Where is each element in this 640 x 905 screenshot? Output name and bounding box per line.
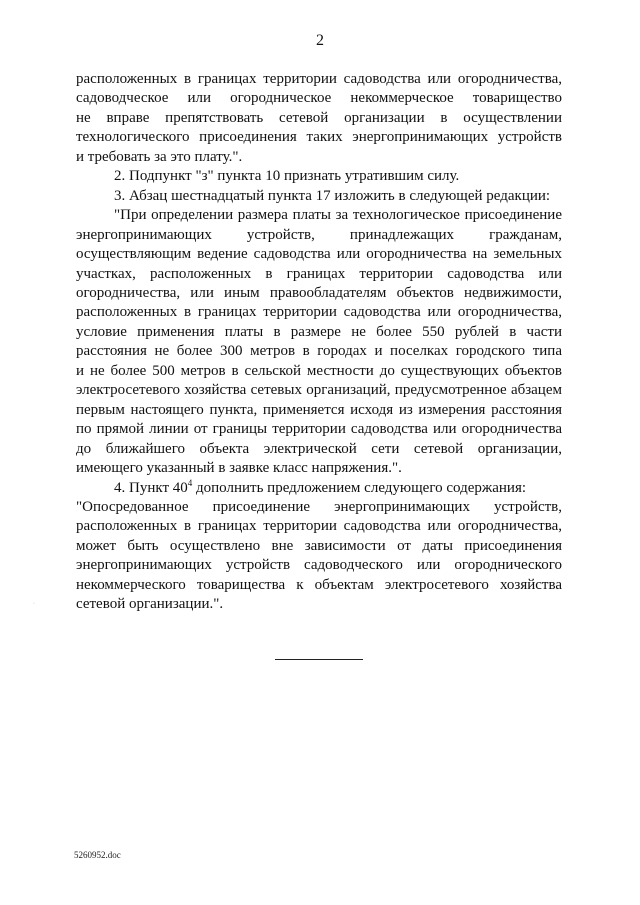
text-line: электросетевого хозяйства сетевых организаций, предусмотренное абзацем bbox=[76, 382, 562, 399]
text-line: сетевой организации.". bbox=[76, 596, 224, 613]
paragraph-continuation bbox=[76, 70, 562, 167]
paragraph-item-4 bbox=[76, 479, 562, 498]
item-4-superscript: 4 bbox=[187, 477, 193, 488]
text-line: энергопринимающих устройств садоводческого или огороднического bbox=[76, 557, 562, 574]
text-line: расположенных в границах территории садоводства или огородничества, bbox=[76, 304, 562, 321]
paragraph-item-3: 3. Абзац шестнадцатый пункта 17 изложить в следующей редакции: bbox=[114, 187, 551, 204]
text-line: до ближайшего объекта электрической сети сетевой организации, bbox=[76, 440, 562, 457]
text-line: и не более 500 метров в сельской местности до существующих объектов bbox=[76, 362, 562, 379]
text-line: технологического присоединения таких энергопринимающих устройств bbox=[76, 129, 562, 146]
text-line: осуществляющим ведение садоводства или огородничества на земельных bbox=[76, 246, 562, 263]
text-line: "Опосредованное присоединение энергопринимающих устройств, bbox=[76, 498, 562, 515]
paragraph-item-2: 2. Подпункт "з" пункта 10 признать утратившим силу. bbox=[114, 168, 460, 185]
text-line: имеющего указанный в заявке класс напряжения.". bbox=[76, 460, 402, 477]
text-line: садоводческое или огородническое некоммерческое товарищество bbox=[76, 90, 562, 107]
end-separator-line bbox=[275, 659, 363, 660]
text-line: расположенных в границах территории садоводства или огородничества, bbox=[76, 518, 562, 535]
text-line: и требовать за это плату.". bbox=[76, 148, 243, 165]
text-line: "При определении размера платы за технологическое присоединение bbox=[114, 207, 562, 224]
paragraph-quote-4 bbox=[76, 498, 562, 615]
margin-mark: · bbox=[33, 601, 35, 607]
page-number: 2 bbox=[316, 32, 324, 49]
item-4-suffix: дополнить предложением следующего содержания: bbox=[192, 479, 527, 496]
text-line: участках, расположенных в границах территории садоводства или bbox=[76, 265, 562, 282]
text-line: огородничества, или иным правообладателям объектов недвижимости, bbox=[76, 284, 562, 301]
item-4-prefix: 4. Пункт 40 bbox=[114, 479, 188, 496]
text-line: некоммерческого товарищества к объектам электросетевого хозяйства bbox=[76, 576, 562, 593]
document-code: 5260952.doc bbox=[74, 850, 121, 860]
text-line: энергопринимающих устройств, принадлежащих гражданам, bbox=[76, 226, 562, 243]
text-line: расположенных в границах территории садоводства или огородничества, bbox=[76, 71, 562, 87]
paragraph-quote-3 bbox=[76, 206, 562, 478]
text-line: по прямой линии от границы территории садоводства или огородничества bbox=[76, 421, 562, 438]
text-line: расстояния не более 300 метров в городах и поселках городского типа bbox=[76, 343, 562, 360]
text-line: может быть осуществлено вне зависимости от даты присоединения bbox=[76, 537, 562, 554]
text-line: не вправе препятствовать сетевой организации в осуществлении bbox=[76, 109, 562, 126]
document-body bbox=[76, 70, 562, 615]
text-line: первым настоящего пункта, применяется исходя из измерения расстояния bbox=[76, 401, 562, 418]
text-line: условие применения платы в размере не более 550 рублей в части bbox=[76, 323, 562, 340]
